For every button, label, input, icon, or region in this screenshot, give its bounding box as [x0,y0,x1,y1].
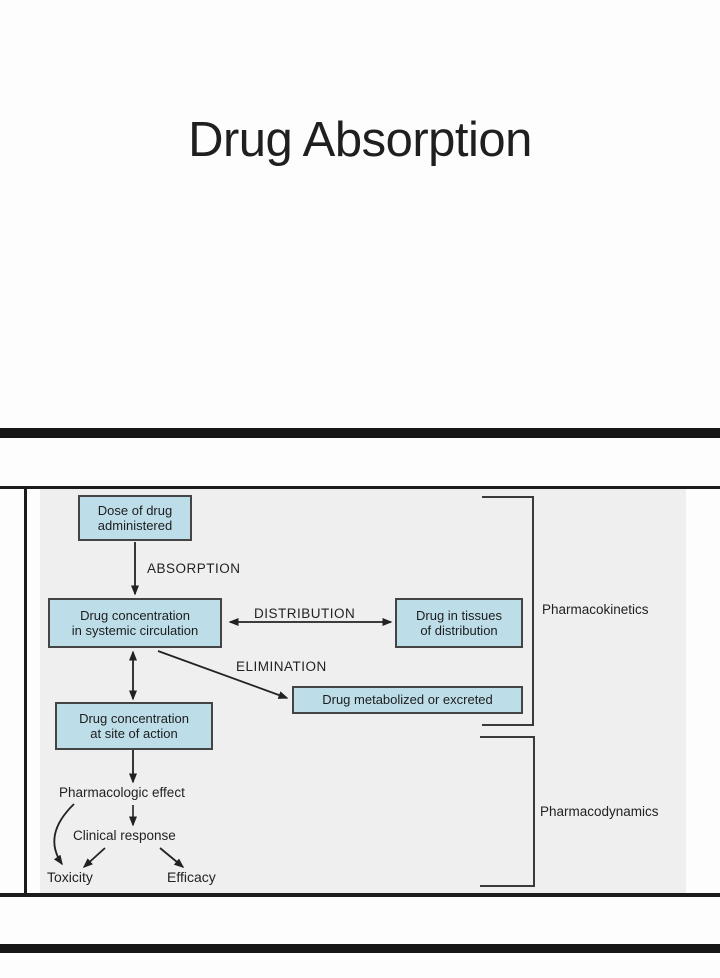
page-title: Drug Absorption [188,113,532,167]
response-to-toxicity-arrow [84,848,105,867]
tissues-distribution-line1: Drug in tissues [416,607,502,623]
systemic-circulation-box [48,598,222,648]
dose-administered-line2: administered [97,518,173,533]
absorption-label: ABSORPTION [147,561,241,576]
systemic-circulation-line2: in systemic circulation [71,623,199,638]
toxicity-label: Toxicity [47,869,93,885]
effect-to-toxicity-arrow [54,804,74,864]
metabolized-excreted-line1: Drug metabolized or excreted [322,692,493,708]
systemic-circulation-line1: Drug concentration [80,607,190,623]
efficacy-label: Efficacy [167,869,216,885]
clinical-response-label: Clinical response [73,828,176,843]
dose-administered-box [78,495,192,541]
dose-administered-line1: Dose of drug [97,502,173,518]
metabolized-excreted-box [292,686,523,714]
slide2-bottom-border [0,893,720,897]
tissues-distribution-line2: of distribution [420,623,498,638]
pharmacologic-effect-label: Pharmacologic effect [59,785,185,800]
pk-pd-diagram [40,489,686,893]
separator-bar-top [0,428,720,438]
distribution-label: DISTRIBUTION [254,606,356,621]
separator-bar-bottom [0,944,720,953]
elimination-label: ELIMINATION [236,659,327,674]
site-of-action-line1: Drug concentration [79,710,189,726]
slide2-left-border [24,486,27,897]
tissues-distribution-box [395,598,523,648]
pharmacodynamics-bracket [480,737,534,886]
site-of-action-line2: at site of action [90,726,178,741]
response-to-efficacy-arrow [160,848,183,867]
pharmacodynamics-label: Pharmacodynamics [540,804,659,819]
pharmacokinetics-label: Pharmacokinetics [542,602,649,617]
site-of-action-box [55,702,213,750]
